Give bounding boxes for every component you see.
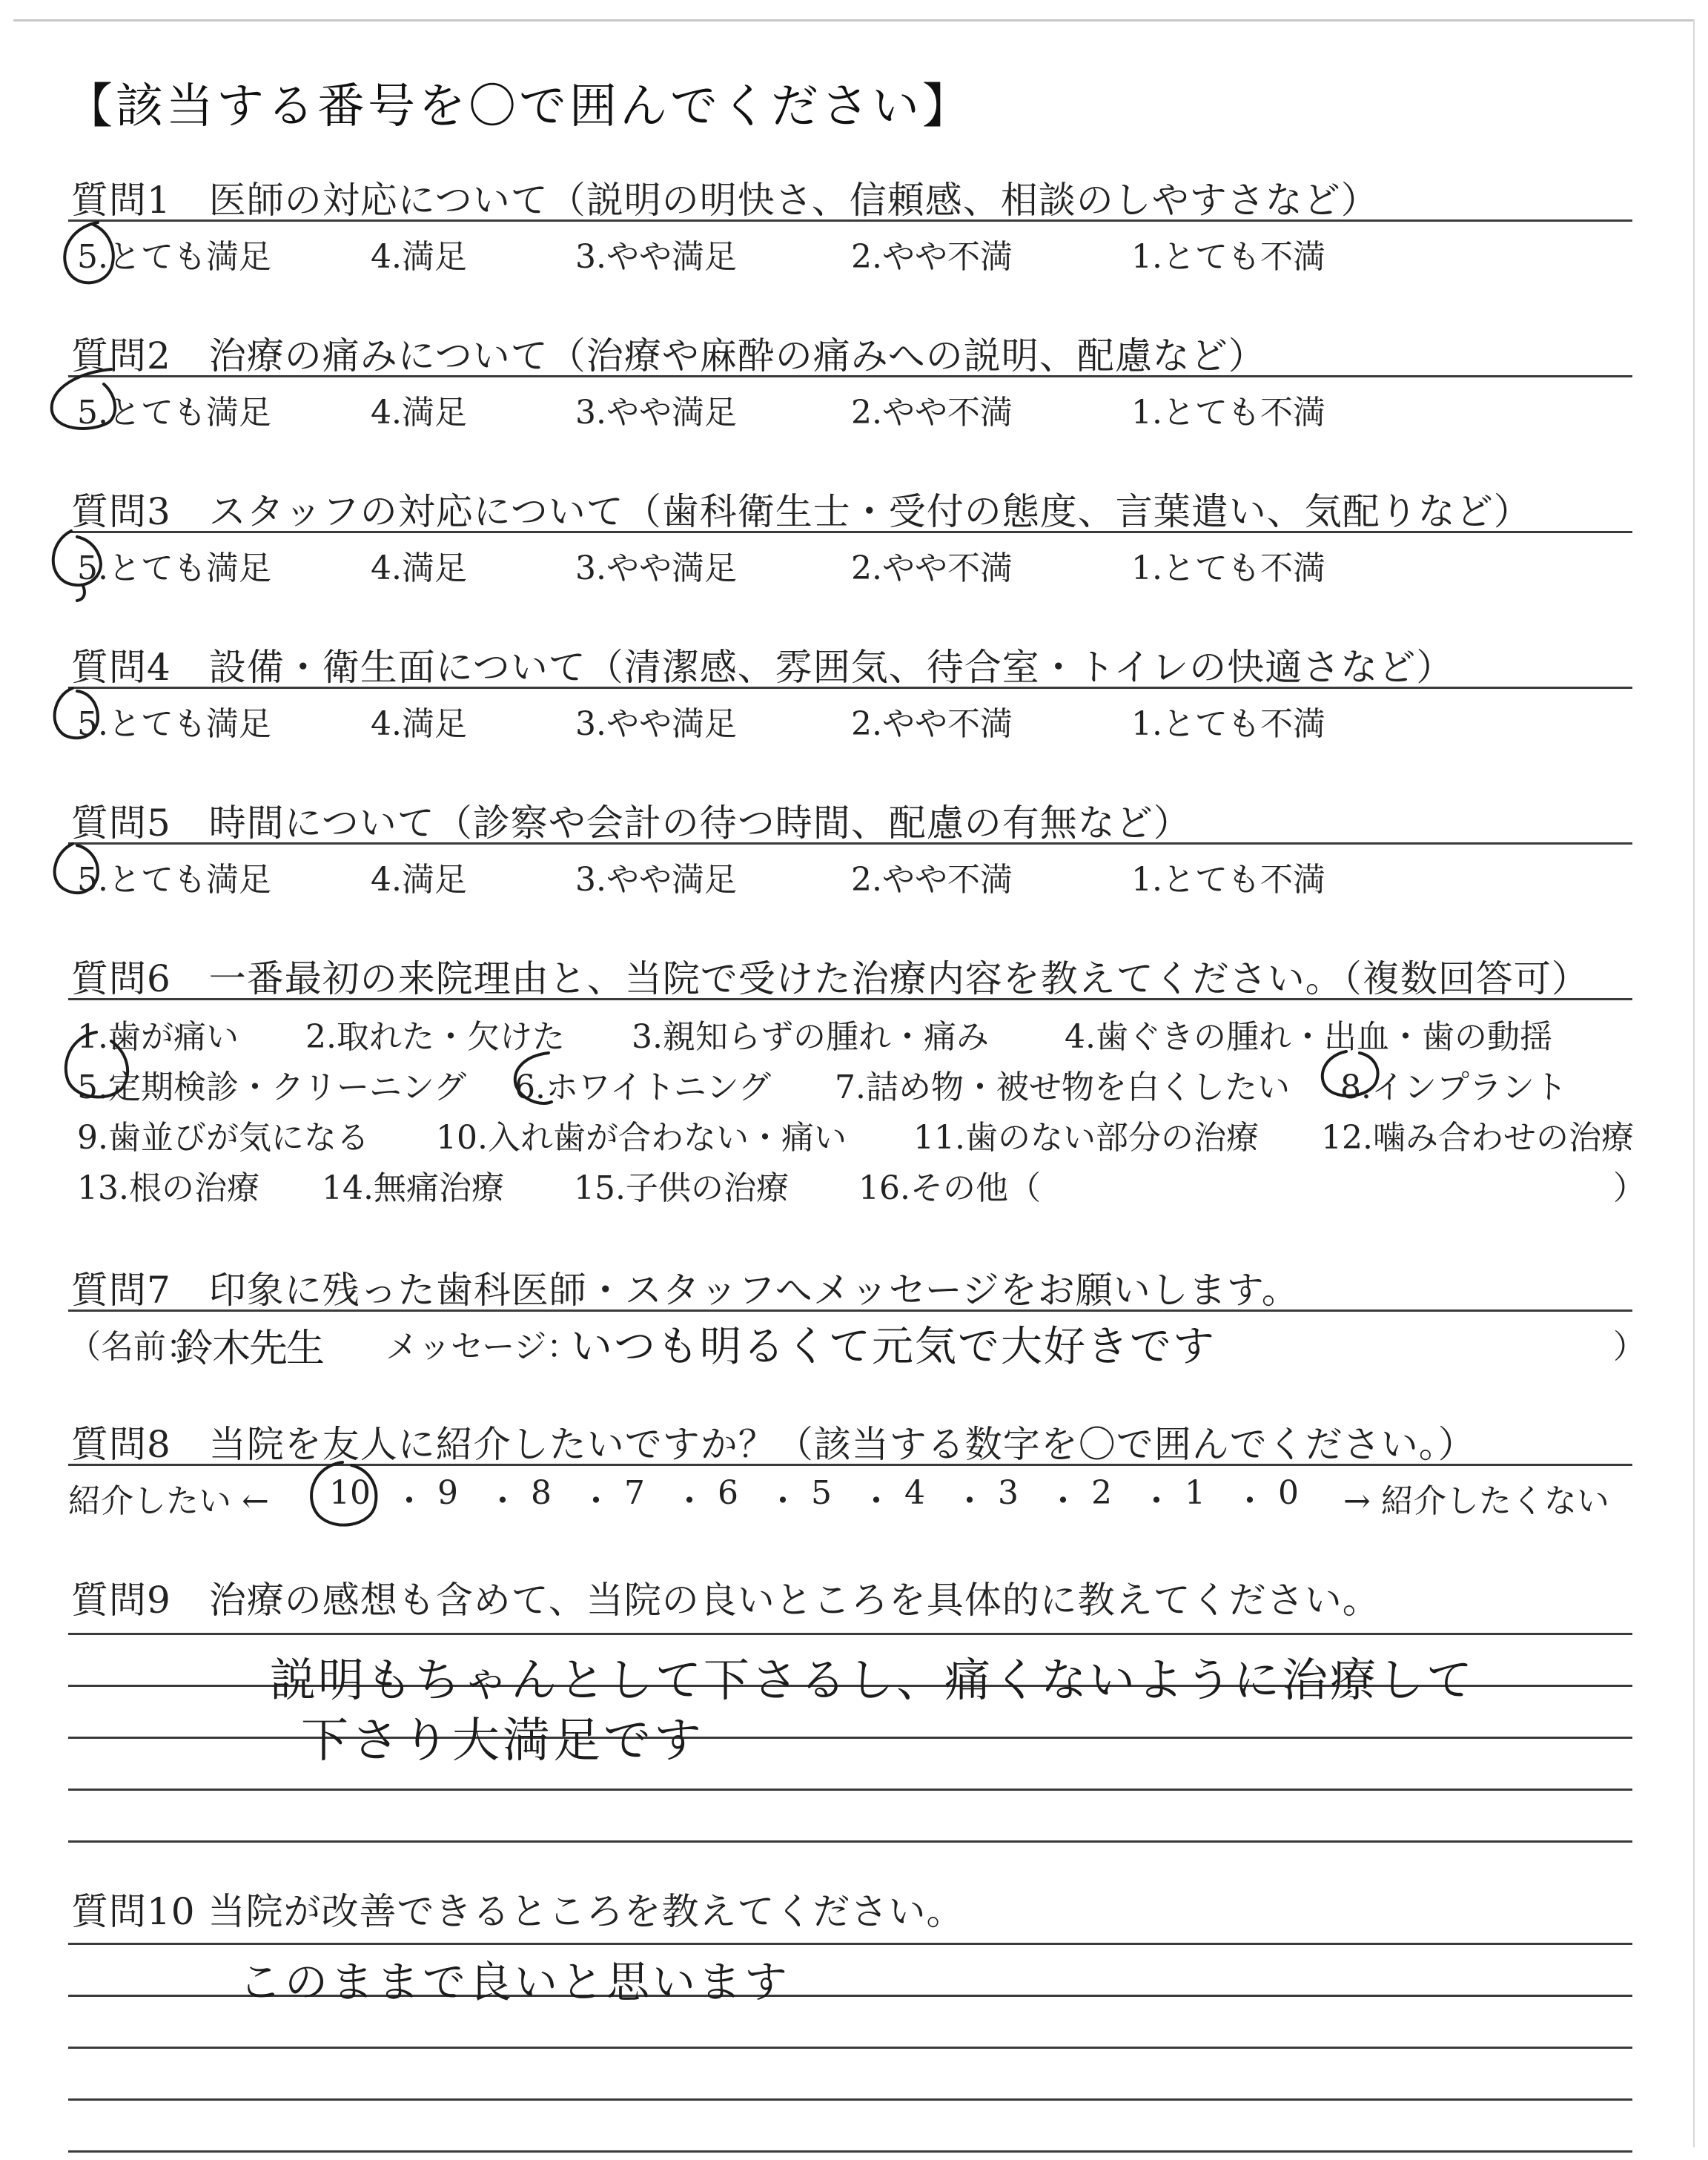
q3-option-2[interactable]: 2.やや不満 <box>851 549 1013 587</box>
q7-message-handwritten[interactable]: いつも明るくて元気で大好きです <box>571 1323 1216 1371</box>
q3-option-5[interactable]: 5.とても満足 <box>77 549 271 587</box>
q7-close-paren: ） <box>1613 1328 1646 1366</box>
q7-message-label: メッセージ： <box>385 1328 580 1366</box>
q6-option-8-circle <box>1323 1051 1378 1096</box>
q6-option-10[interactable]: 10.入れ歯が合わない・痛い <box>436 1119 847 1157</box>
q6-option-5[interactable]: 5.定期検診・クリーニング <box>77 1069 467 1106</box>
question-2-title: 質問2 治療の痛みについて（治療や麻酔の痛みへの説明、配慮など） <box>71 334 1266 377</box>
q8-scale-dot: ・ <box>393 1482 426 1520</box>
q8-scale-dot: ・ <box>1234 1482 1266 1520</box>
q4-option-2[interactable]: 2.やや不満 <box>851 705 1013 743</box>
q3-option-1[interactable]: 1.とても不満 <box>1131 549 1325 587</box>
q6-option-5-circle <box>66 1032 128 1097</box>
q6-option-4[interactable]: 4.歯ぐきの腫れ・出血・歯の動揺 <box>1065 1018 1552 1056</box>
q8-scale-5[interactable]: 5 <box>811 1474 832 1512</box>
q8-scale-dot: ・ <box>673 1482 706 1520</box>
q5-option-4[interactable]: 4.満足 <box>371 861 467 899</box>
q8-scale-9[interactable]: 9 <box>437 1474 458 1512</box>
q8-scale-7[interactable]: 7 <box>624 1474 645 1512</box>
q8-scale-3[interactable]: 3 <box>998 1474 1019 1512</box>
q8-scale-0[interactable]: 0 <box>1278 1474 1299 1512</box>
q6-option-9[interactable]: 9.歯並びが気になる <box>77 1119 369 1157</box>
q6-option-6[interactable]: 6.ホワイトニング <box>514 1069 772 1106</box>
q8-scale-dot: ・ <box>860 1482 893 1520</box>
q6-option-6-circle <box>515 1053 552 1103</box>
q7-name-handwritten[interactable]: 鈴木先生 <box>175 1327 324 1371</box>
q6-option-7[interactable]: 7.詰め物・被せ物を白くしたい <box>835 1069 1290 1106</box>
q6-option-2[interactable]: 2.取れた・欠けた <box>305 1018 565 1056</box>
page-heading: 【該当する番号を〇で囲んでください】 <box>65 79 973 134</box>
question-9-title: 質問9 治療の感想も含めて、当院の良いところを具体的に教えてください。 <box>71 1579 1380 1622</box>
q2-option-2[interactable]: 2.やや不満 <box>851 394 1013 432</box>
question-5-title: 質問5 時間について（診察や会計の待つ時間、配慮の有無など） <box>71 802 1191 845</box>
q10-answer-handwritten[interactable]: このままで良いと思います <box>239 1957 791 2007</box>
q1-option-2[interactable]: 2.やや不満 <box>851 238 1013 276</box>
q5-option-3[interactable]: 3.やや満足 <box>575 861 737 899</box>
q8-scale-dot: ・ <box>1140 1482 1173 1520</box>
q6-option-11[interactable]: 11.歯のない部分の治療 <box>913 1119 1259 1157</box>
q6-option-1[interactable]: 1.歯が痛い <box>77 1018 239 1056</box>
q1-option-1[interactable]: 1.とても不満 <box>1131 238 1325 276</box>
q5-option-5[interactable]: 5.とても満足 <box>77 861 271 899</box>
q6-other-close-paren: ） <box>1613 1169 1646 1207</box>
q7-name-label: （名前： <box>68 1328 199 1366</box>
q8-scale-dot: ・ <box>580 1482 612 1520</box>
question-6-title: 質問6 一番最初の来院理由と、当院で受けた治療内容を教えてください。（複数回答可） <box>71 957 1589 1000</box>
q5-option-1[interactable]: 1.とても不満 <box>1131 861 1325 899</box>
q8-scale-10-circle <box>311 1462 376 1525</box>
q6-option-16[interactable]: 16.その他（ <box>858 1169 1041 1207</box>
q4-selection-circle <box>55 688 98 738</box>
q4-option-4[interactable]: 4.満足 <box>371 705 467 743</box>
q3-option-3[interactable]: 3.やや満足 <box>575 549 737 587</box>
q1-option-5[interactable]: 5.とても満足 <box>77 238 271 276</box>
q6-option-13[interactable]: 13.根の治療 <box>77 1169 259 1207</box>
q8-scale-2[interactable]: 2 <box>1091 1474 1112 1512</box>
q5-option-2[interactable]: 2.やや不満 <box>851 861 1013 899</box>
q6-option-3[interactable]: 3.親知らずの腫れ・痛み <box>632 1018 989 1056</box>
question-1-title: 質問1 医師の対応について（説明の明快さ、信頼感、相談のしやすさなど） <box>71 179 1379 222</box>
q8-scale-dot: ・ <box>767 1482 799 1520</box>
q2-option-5[interactable]: 5.とても満足 <box>77 394 271 432</box>
q8-left-label: 紹介したい ← <box>68 1482 269 1520</box>
question-7-title: 質問7 印象に残った歯科医師・スタッフへメッセージをお願いします。 <box>71 1269 1300 1312</box>
q8-right-label: → 紹介したくない <box>1343 1482 1609 1520</box>
q5-selection-circle <box>55 844 98 893</box>
q6-option-8[interactable]: 8.インプラント <box>1340 1069 1567 1106</box>
q8-scale-8[interactable]: 8 <box>531 1474 552 1512</box>
q3-selection-circle <box>53 531 101 601</box>
q8-scale-10[interactable]: 10 <box>329 1474 371 1512</box>
q8-scale-dot: ・ <box>953 1482 986 1520</box>
q9-answer-handwritten-2[interactable]: 下さり大満足です <box>301 1714 704 1768</box>
q1-option-3[interactable]: 3.やや満足 <box>575 238 737 276</box>
q2-option-1[interactable]: 1.とても不満 <box>1131 394 1325 432</box>
q8-scale-6[interactable]: 6 <box>718 1474 738 1512</box>
q4-option-1[interactable]: 1.とても不満 <box>1131 705 1325 743</box>
q1-selection-circle <box>64 222 113 283</box>
q8-scale-dot: ・ <box>1047 1482 1079 1520</box>
q2-option-3[interactable]: 3.やや満足 <box>575 394 737 432</box>
q6-option-14[interactable]: 14.無痛治療 <box>322 1169 504 1207</box>
question-4-title: 質問4 設備・衛生面について（清潔感、雰囲気、待合室・トイレの快適さなど） <box>71 646 1454 689</box>
q2-option-4[interactable]: 4.満足 <box>371 394 467 432</box>
q8-scale-4[interactable]: 4 <box>904 1474 925 1512</box>
q6-option-15[interactable]: 15.子供の治療 <box>574 1169 789 1207</box>
q8-scale-dot: ・ <box>486 1482 519 1520</box>
q1-option-4[interactable]: 4.満足 <box>371 238 467 276</box>
q3-option-4[interactable]: 4.満足 <box>371 549 467 587</box>
q6-option-12[interactable]: 12.噛み合わせの治療 <box>1321 1119 1634 1157</box>
q4-option-5[interactable]: 5.とても満足 <box>77 705 271 743</box>
question-10-title: 質問10 当院が改善できるところを教えてください。 <box>71 1890 964 1933</box>
q2-selection-circle <box>52 369 115 429</box>
q8-scale-1[interactable]: 1 <box>1185 1474 1205 1512</box>
question-3-title: 質問3 スタッフの対応について（歯科衛生士・受付の態度、言葉遣い、気配りなど） <box>71 490 1532 533</box>
q4-option-3[interactable]: 3.やや満足 <box>575 705 737 743</box>
q9-answer-handwritten-1[interactable]: 説明もちゃんとして下さるし、痛くないように治療して <box>270 1653 1475 1707</box>
question-8-title: 質問8 当院を友人に紹介したいですか？（該当する数字を〇で囲んでください。） <box>71 1423 1476 1466</box>
